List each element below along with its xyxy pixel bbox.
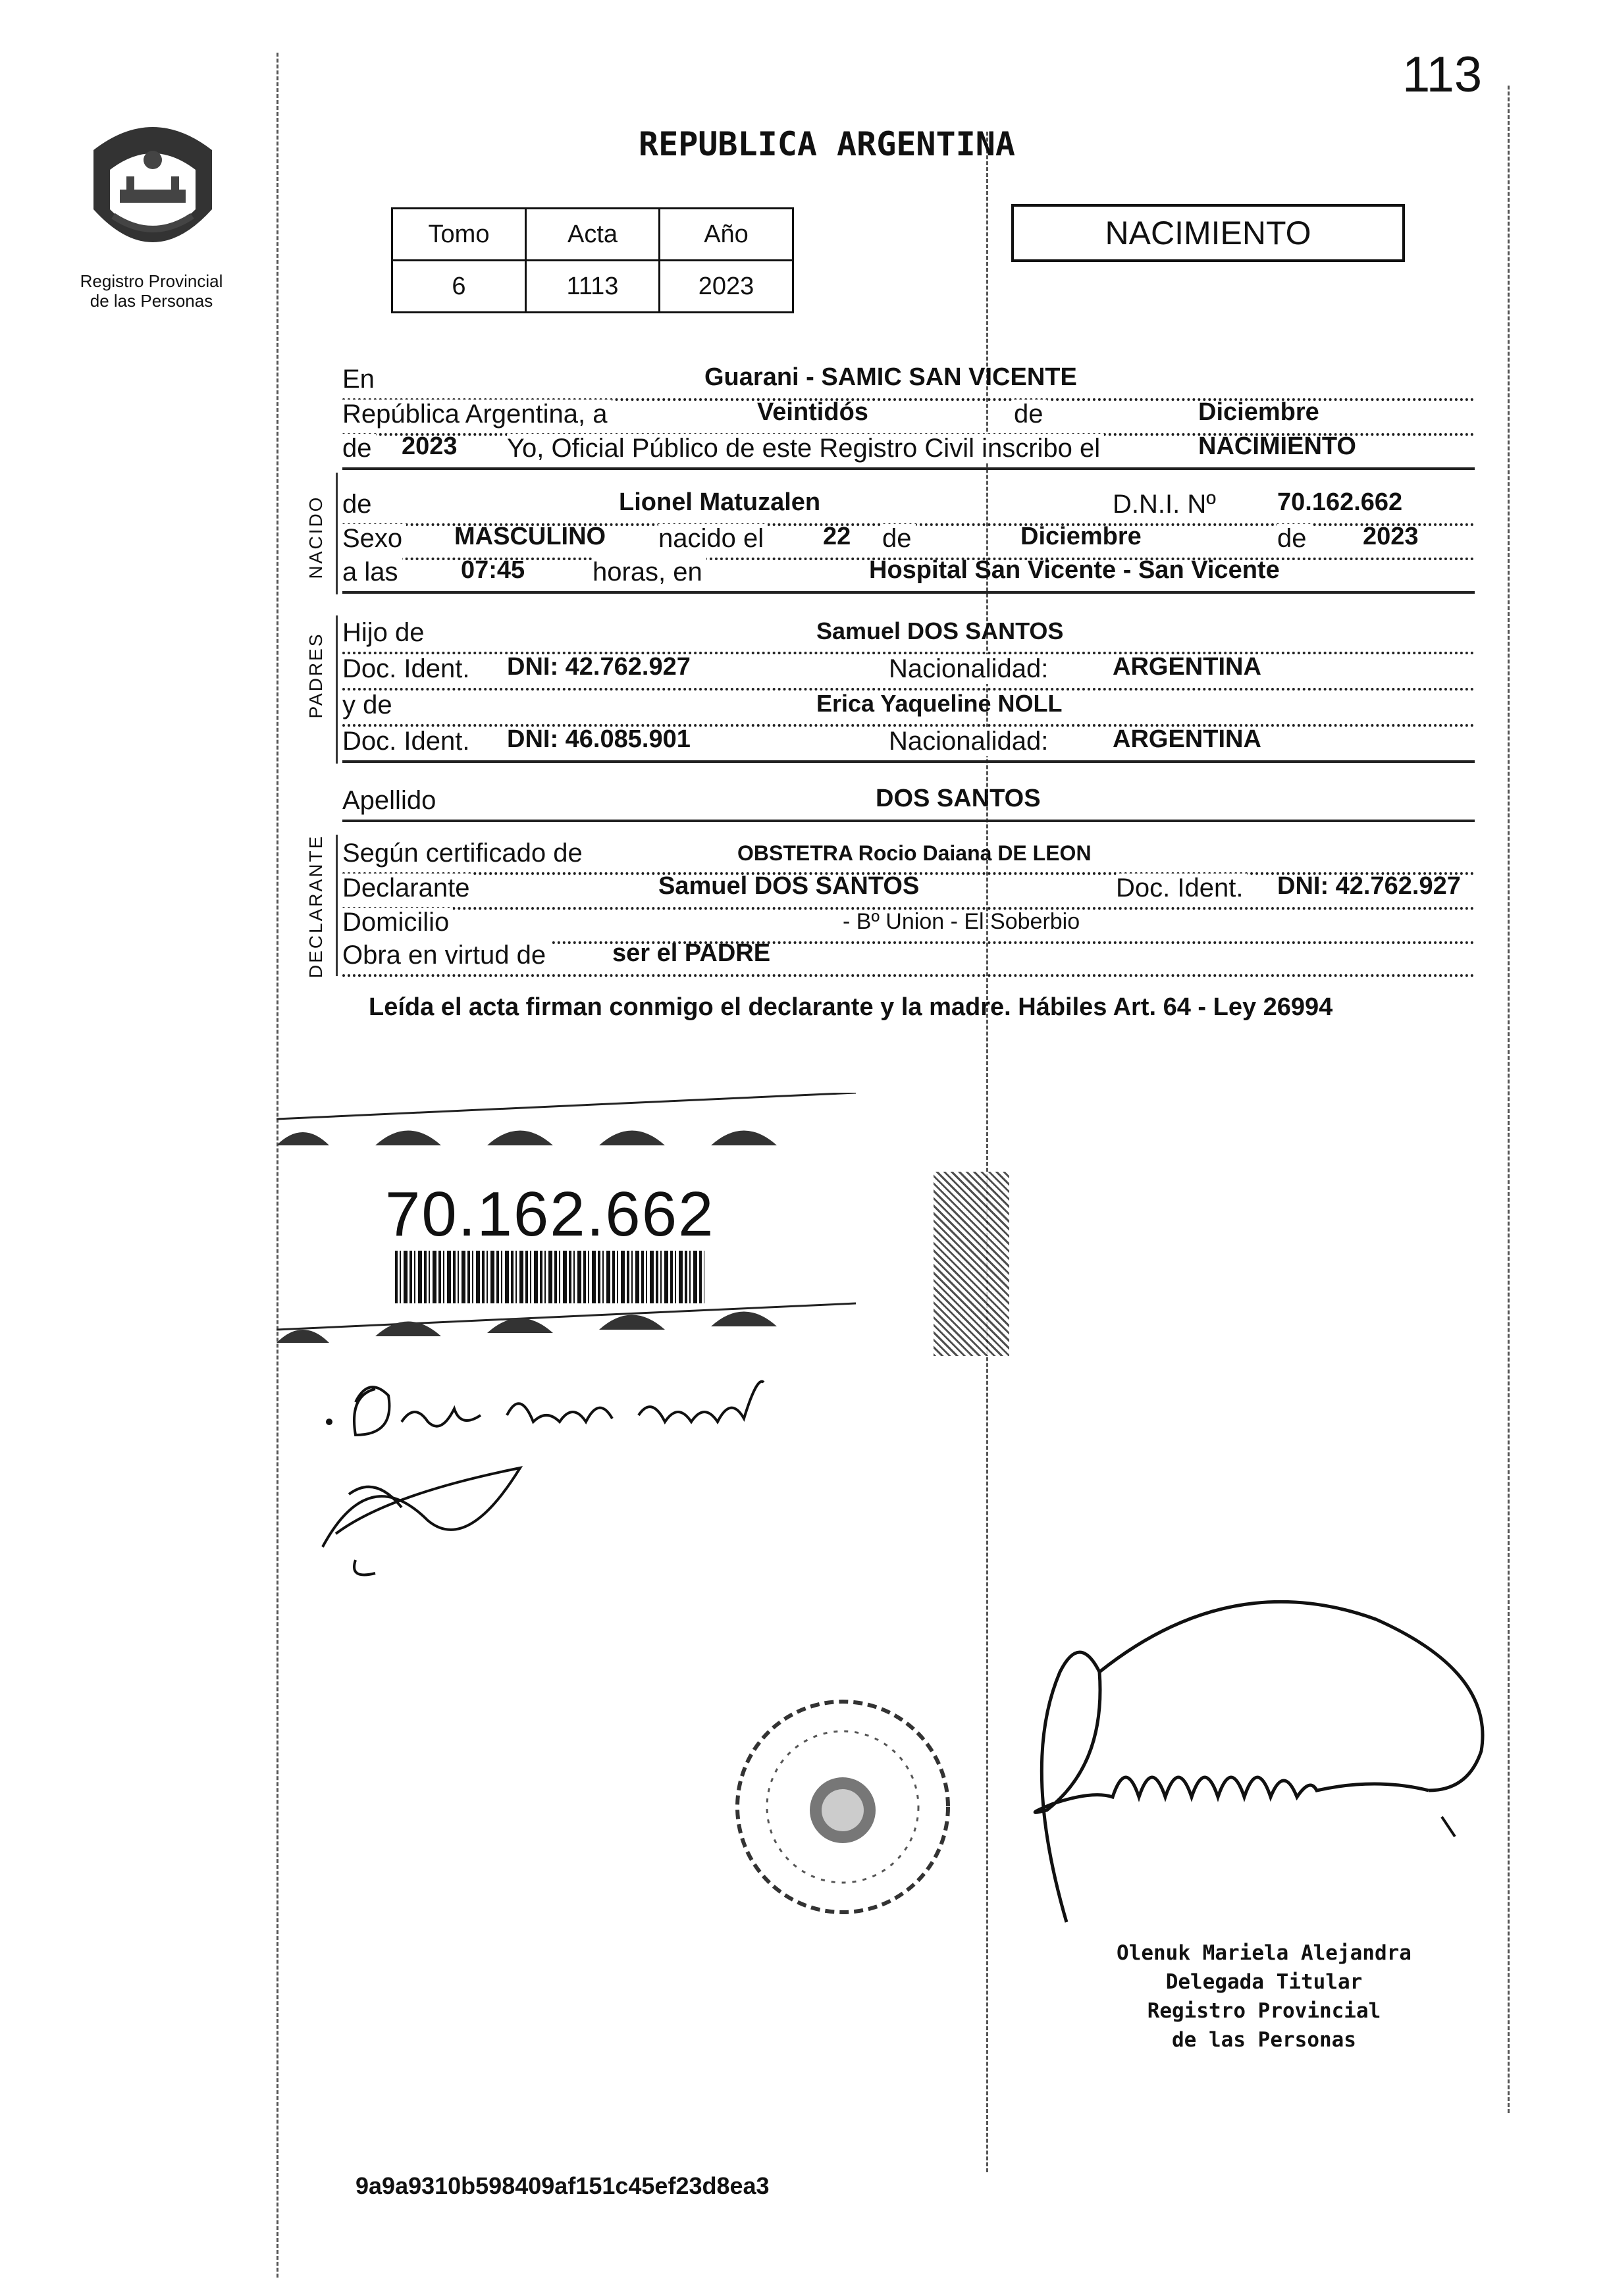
official-seal <box>724 1685 961 1929</box>
hijo-label: Hijo de <box>342 618 429 648</box>
en-value: Guarani - SAMIC SAN VICENTE <box>704 363 1077 391</box>
madre-nac: ARGENTINA <box>1113 725 1261 753</box>
legal-note: Leída el acta firman conmigo el declarante y la madre. Hábiles Art. 64 - Ley 26994 <box>369 993 1333 1021</box>
dom-value: - Bº Union - El Soberbio <box>843 909 1080 934</box>
barcode <box>395 1251 704 1303</box>
nacido-de-b-label: de <box>1277 524 1311 554</box>
label-number: 70.162.662 <box>385 1179 715 1249</box>
row-obra <box>342 935 1475 977</box>
nacido-lugar: Hospital San Vicente - San Vicente <box>869 556 1280 584</box>
obra-label: Obra en virtud de <box>342 941 550 970</box>
nacido-mes: Diciembre <box>1020 523 1142 550</box>
decl-value: Samuel DOS SANTOS <box>658 872 920 900</box>
yde-label: y de <box>342 691 396 720</box>
decl-doc-label: Doc. Ident. <box>1116 874 1247 903</box>
registry-line-2: de las Personas <box>90 291 213 311</box>
security-pattern <box>934 1172 1009 1356</box>
registry-name <box>40 271 263 311</box>
apellido-value: DOS SANTOS <box>876 785 1041 812</box>
record-table <box>391 207 794 313</box>
document-title: REPUBLICA ARGENTINA <box>639 125 1015 163</box>
side-label-declarante: DECLARANTE <box>305 834 326 978</box>
official-signature <box>968 1593 1514 1935</box>
side-label-nacido: NACIDO <box>305 495 326 579</box>
record-table-value: 1113 <box>526 261 660 313</box>
padre-doc: DNI: 42.762.927 <box>507 653 691 681</box>
official-office-2: de las Personas <box>1172 2028 1356 2052</box>
inscribo-label: Yo, Oficial Público de este Registro Civil inscribo el <box>507 434 1104 463</box>
padre-nombre: Samuel DOS SANTOS <box>816 617 1064 644</box>
row-inscribo <box>342 428 1475 470</box>
nacido-hora: 07:45 <box>461 556 525 584</box>
declarant-handwritten-signature <box>309 1363 849 1580</box>
de-label: de <box>1014 400 1047 429</box>
record-table-header: Tomo <box>392 209 526 261</box>
nacido-nombre: Lionel Matuzalen <box>619 488 821 516</box>
record-table-header-row <box>392 209 793 261</box>
cert-label: Según certificado de <box>342 839 587 868</box>
official-office-1: Registro Provincial <box>1147 1999 1381 2023</box>
page-number: 113 <box>1402 47 1483 103</box>
anio-acta-value: 2023 <box>402 432 458 460</box>
nacido-de-a-label: de <box>882 524 916 554</box>
row-apellido <box>342 780 1475 822</box>
dom-label: Domicilio <box>342 908 453 937</box>
dia-acta-value: Veintidós <box>757 398 868 426</box>
nacido-dni: 70.162.662 <box>1277 488 1403 516</box>
registry-line-1: Registro Provincial <box>80 271 223 291</box>
sexo-label: Sexo <box>342 524 406 554</box>
record-table-value: 2023 <box>660 261 793 313</box>
horas-label: horas, en <box>593 558 706 587</box>
bracket-declarante <box>336 835 338 976</box>
sexo-value: MASCULINO <box>454 523 606 550</box>
dni-label: D.N.I. Nº <box>1113 490 1220 519</box>
alas-label: a las <box>342 558 402 587</box>
republica-label: República Argentina, a <box>342 400 612 429</box>
bracket-padres <box>336 615 338 764</box>
padre-nac-label: Nacionalidad: <box>889 654 1052 684</box>
nacido-dia: 22 <box>823 523 851 550</box>
record-table-header: Año <box>660 209 793 261</box>
official-stamp-text <box>1099 1939 1429 2054</box>
madre-doc-label: Doc. Ident. <box>342 727 473 756</box>
mes-acta-value: Diciembre <box>1198 398 1319 426</box>
padre-doc-label: Doc. Ident. <box>342 654 473 684</box>
madre-doc: DNI: 46.085.901 <box>507 725 691 753</box>
record-table-header: Acta <box>526 209 660 261</box>
de2-label: de <box>342 434 376 463</box>
official-name: Olenuk Mariela Alejandra <box>1117 1941 1411 1965</box>
record-table-value-row <box>392 261 793 313</box>
row-madre-doc <box>342 721 1475 763</box>
official-role: Delegada Titular <box>1165 1970 1363 1994</box>
record-table-value: 6 <box>392 261 526 313</box>
bracket-nacido <box>336 473 338 594</box>
document-hash: 9a9a9310b598409af151c45ef23d8ea3 <box>356 2172 770 2199</box>
record-type-box: NACIMIENTO <box>1011 204 1405 262</box>
en-label: En <box>342 365 379 394</box>
madre-nac-label: Nacionalidad: <box>889 727 1052 756</box>
side-label-padres: PADRES <box>305 632 326 719</box>
obra-value: ser el PADRE <box>612 939 771 967</box>
nacido-el-label: nacido el <box>658 524 768 554</box>
row-hora <box>342 552 1475 594</box>
cert-value: OBSTETRA Rocio Daiana DE LEON <box>737 841 1092 865</box>
province-logo <box>74 111 232 269</box>
madre-nombre: Erica Yaqueline NOLL <box>816 690 1063 717</box>
apellido-label: Apellido <box>342 786 440 816</box>
decl-doc: DNI: 42.762.927 <box>1277 872 1461 900</box>
nacido-anio: 2023 <box>1363 523 1419 550</box>
decl-label: Declarante <box>342 874 473 903</box>
nacido-de-label: de <box>342 490 376 519</box>
inscribo-value: NACIMIENTO <box>1198 432 1356 460</box>
padre-nac: ARGENTINA <box>1113 653 1261 681</box>
